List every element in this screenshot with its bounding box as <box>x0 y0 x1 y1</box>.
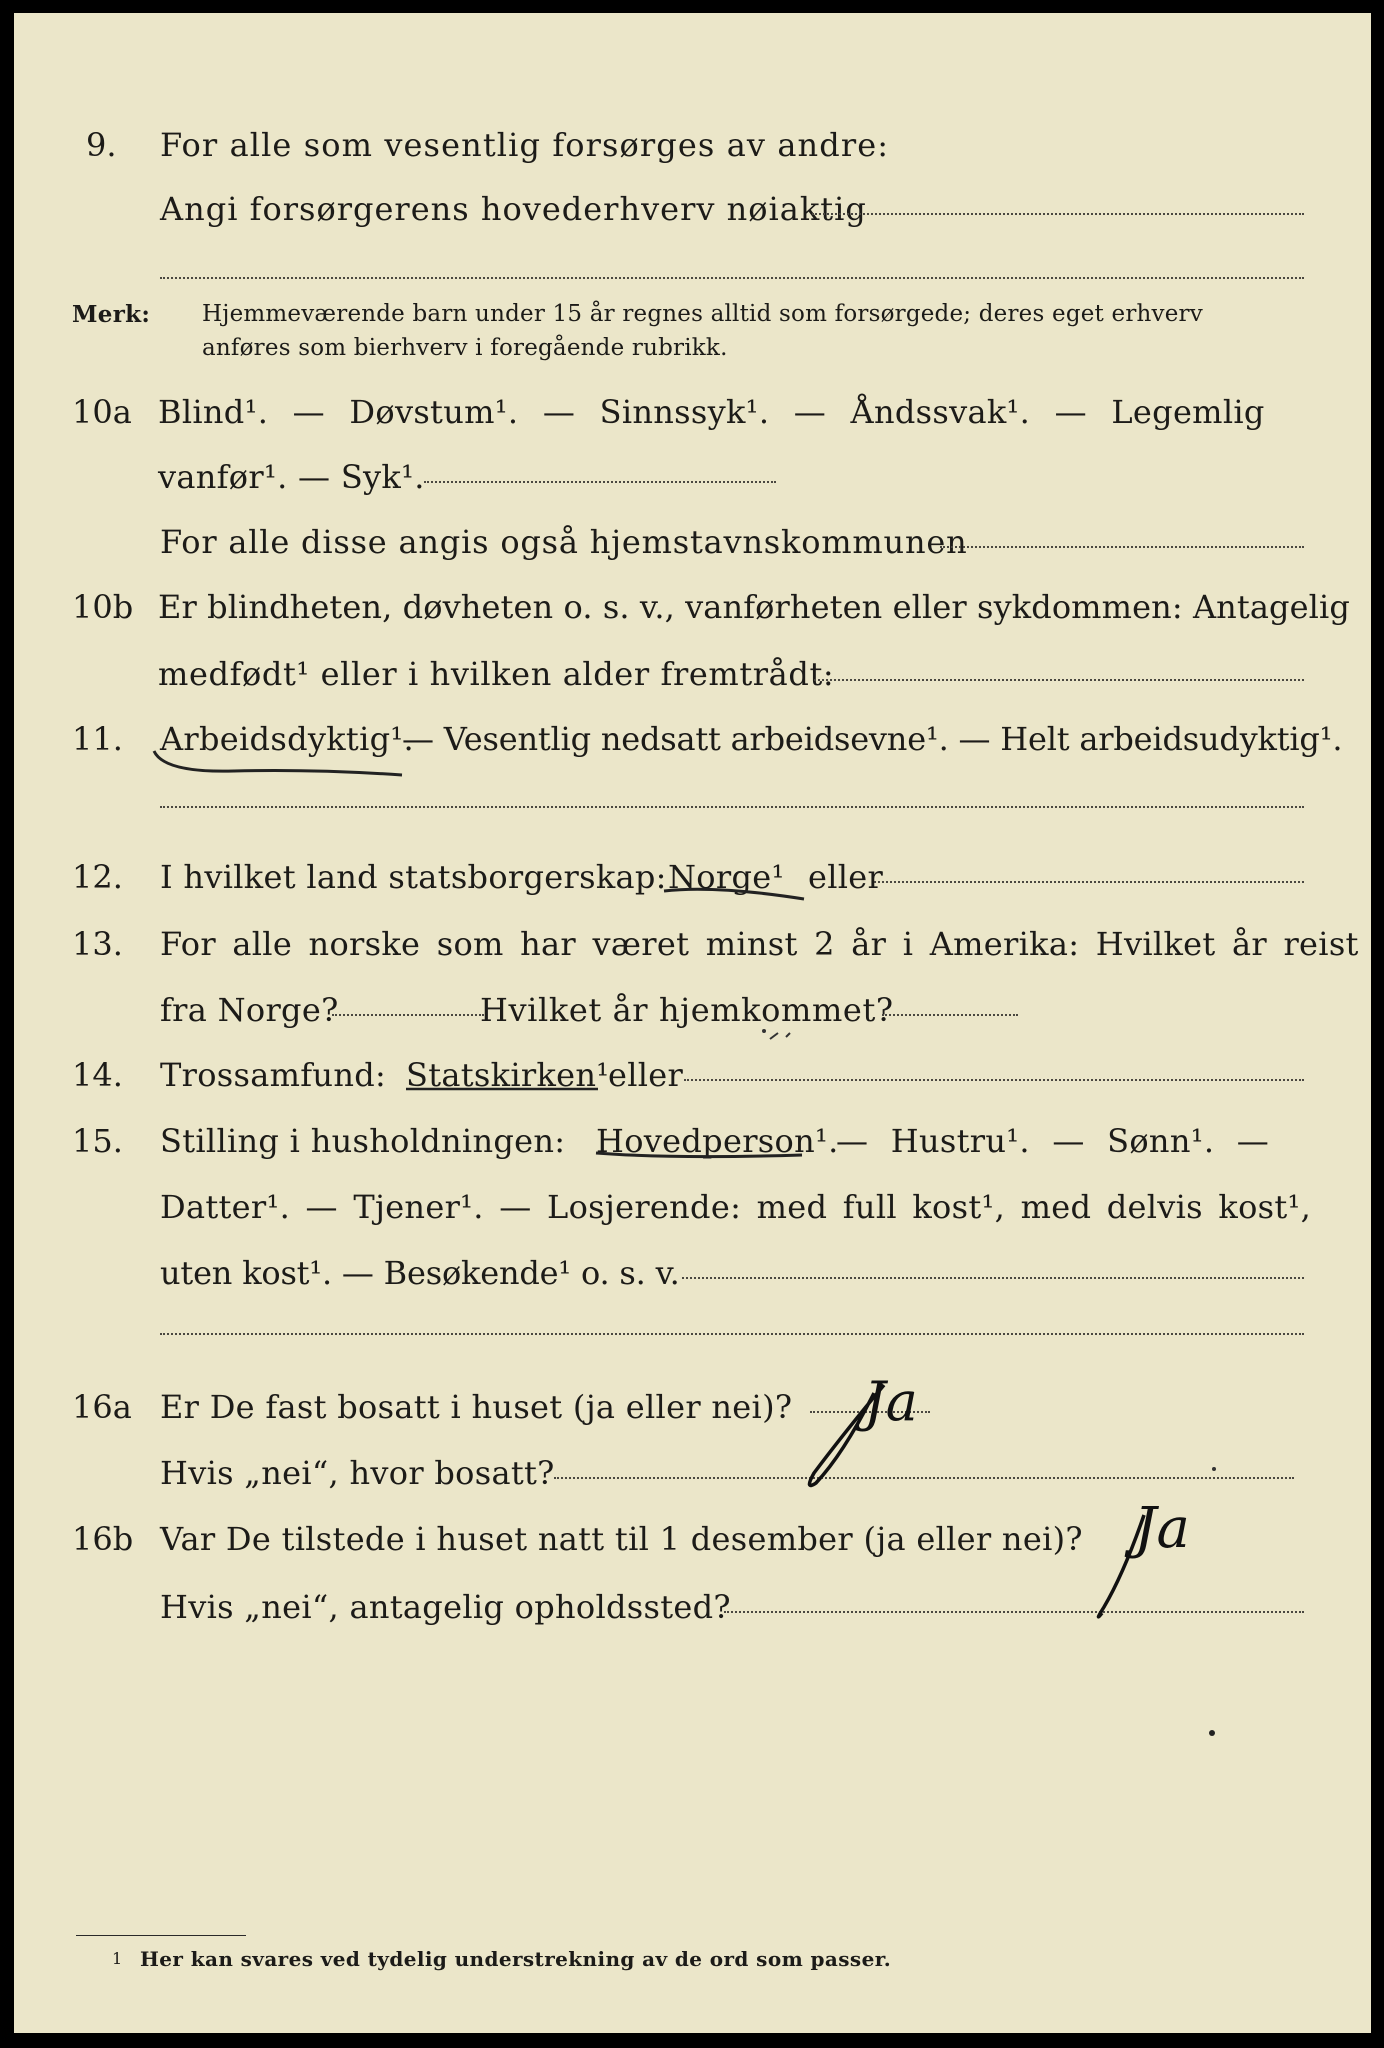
ja-stroke-2 <box>1098 1515 1144 1617</box>
q16a-line1: Er De fast bosatt i huset (ja eller nei)? <box>160 1388 793 1426</box>
q10b-line2: medfødt¹ eller i hvilken alder fremtrådt: <box>158 655 835 693</box>
q16b-handwritten-answer[interactable]: Ja <box>1134 1496 1190 1561</box>
q13-line1: For alle norske som har været minst 2 år i Amerika: Hvilket år reist <box>160 925 1359 963</box>
q15-line3: uten kost¹. — Besøkende¹ o. s. v. <box>160 1254 680 1292</box>
underline-arbeidsdyktig <box>154 751 402 775</box>
q11-number: 11. <box>72 720 123 758</box>
underline-norge <box>664 889 804 899</box>
q10b-number: 10b <box>72 588 134 626</box>
q15-line1-rest: — Hustru¹. — Sønn¹. — <box>836 1122 1270 1160</box>
q11-rest: — Vesentlig nedsatt arbeidsevne¹. — Helt arbeidsudyktig¹. <box>402 720 1343 758</box>
ja-stroke-1 <box>809 1385 884 1485</box>
q16a-handwritten-answer[interactable]: Ja <box>864 1370 918 1433</box>
merk-line2: anføres som bierhverv i foregående rubrikk. <box>202 335 728 361</box>
q10a-line1: Blind¹. — Døvstum¹. — Sinnssyk¹. — Åndssvak¹. — Legemlig <box>158 393 1265 431</box>
q14-post: eller <box>608 1056 684 1094</box>
q16b-line1: Var De tilstede i huset natt til 1 desember (ja eller nei)? <box>160 1520 1083 1558</box>
footnote-mark: 1 <box>112 1949 123 1968</box>
underline-hovedperson <box>596 1153 802 1157</box>
census-form-page <box>14 13 1371 2033</box>
q10a-number: 10a <box>72 393 132 431</box>
q16b-number: 16b <box>72 1520 134 1558</box>
q15-number: 15. <box>72 1122 123 1160</box>
q15-line2: Datter¹. — Tjener¹. — Losjerende: med full kost¹, med delvis kost¹, <box>160 1188 1312 1226</box>
q14-option-statskirken[interactable]: Statskirken¹ <box>406 1056 610 1094</box>
q9-number: 9. <box>86 126 117 164</box>
q13-reist-label: fra Norge? <box>160 991 339 1029</box>
q13-number: 13. <box>72 925 123 963</box>
merk-label: Merk: <box>72 301 151 328</box>
q13-hjemkommet-label: Hvilket år hjemkommet? <box>480 991 894 1029</box>
merk-line1: Hjemmeværende barn under 15 år regnes alltid som forsørgede; deres eget erhverv <box>202 301 1203 327</box>
q16a-line2: Hvis „nei“, hvor bosatt? <box>160 1454 555 1492</box>
q9-line2: Angi forsørgerens hovederhverv nøiaktig <box>160 190 867 228</box>
q14-pre: Trossamfund: <box>160 1056 387 1094</box>
q12-option-norge[interactable]: Norge¹ <box>668 858 785 896</box>
q11-option-arbeidsdyktig[interactable]: Arbeidsdyktig¹. <box>160 720 414 758</box>
q14-number: 14. <box>72 1056 123 1094</box>
q10a-line2: vanfør¹. — Syk¹. <box>158 458 425 496</box>
q9-line1: For alle som vesentlig forsørges av andre: <box>160 126 890 164</box>
footnote-rule <box>76 1935 246 1936</box>
q10a-line3: For alle disse angis også hjemstavnskommunen <box>160 523 968 561</box>
q12-post: eller <box>808 858 884 896</box>
q10b-line1: Er blindheten, døvheten o. s. v., vanførheten eller sykdommen: Antagelig <box>158 588 1350 626</box>
q12-number: 12. <box>72 858 123 896</box>
q16b-line2: Hvis „nei“, antagelig opholdssted? <box>160 1588 731 1626</box>
q12-pre: I hvilket land statsborgerskap: <box>160 858 667 896</box>
q15-pre: Stilling i husholdningen: <box>160 1122 566 1160</box>
pen-strokes <box>14 13 1371 2033</box>
footnote-text: Her kan svares ved tydelig understrekning av de ord som passer. <box>140 1947 892 1971</box>
q15-option-hovedperson[interactable]: Hovedperson¹. <box>596 1122 839 1160</box>
q16a-number: 16a <box>72 1388 132 1426</box>
